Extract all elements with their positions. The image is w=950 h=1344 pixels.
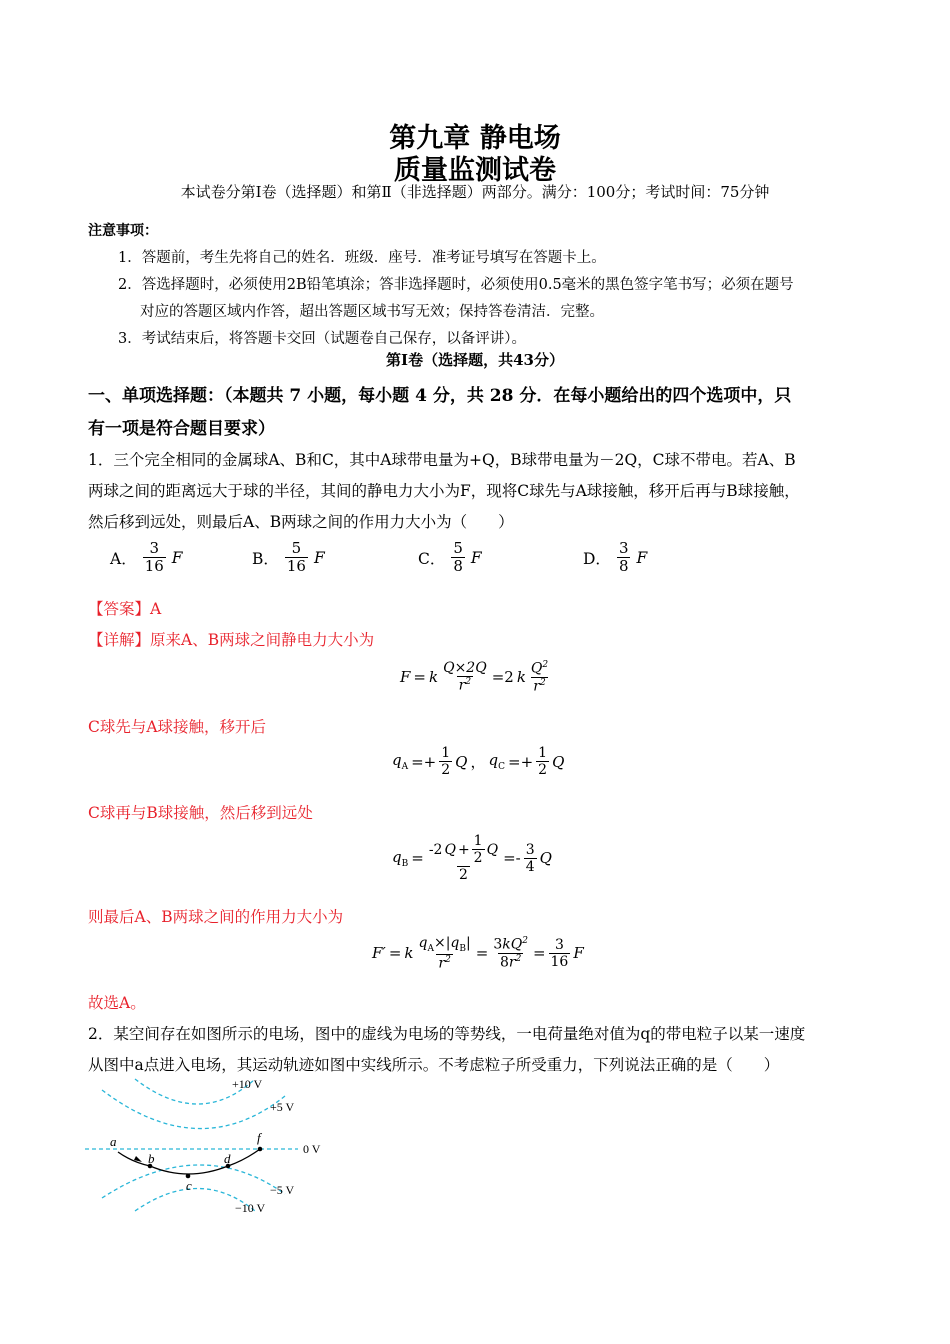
equation-coulomb: F = k $\frac{Q\times 2Q}{r^2}$ =2 k $\frac{Q^2}{r^2}$ [400,660,549,695]
option-unit: F [636,548,648,567]
point-a-label: a [110,1134,117,1149]
equation-charges-ac: $q_A$ =+ $\frac{1}{2}$ Q ， $q_C$ =+ $\frac{1}{2}$ Q [392,745,565,779]
note-item: 3．考试结束后，将答题卡交回（试题卷自己保存，以备评讲）。 [118,331,526,347]
potential-label-minus10: −10 V [235,1201,266,1215]
part1-title: 第Ⅰ卷（选择题，共43分） [386,351,564,369]
section1-heading-cont: 有一项是符合题目要求） [88,419,275,439]
note-item: 1．答题前，考生先将自己的姓名．班级．座号．准考证号填写在答题卡上。 [118,250,606,266]
notes-heading: 注意事项： [88,223,158,239]
option-d[interactable] [583,540,647,576]
option-label: D． [583,549,611,568]
option-fraction: $\frac{3}{8}$ [618,539,629,576]
potential-label-plus10: +10 V [232,1077,263,1091]
option-unit: F [171,548,183,567]
option-label: C． [418,549,446,568]
question-1-text: 两球之间的距离远大于球的半径，其间的静电力大小为F，现将C球先与A球接触，移开后再与B球接触， [88,482,800,500]
potential-label-minus5: −5 V [270,1183,295,1197]
point-c-label: c [186,1178,192,1193]
potential-label-zero: 0 V [303,1142,321,1156]
step-text: C球先与A球接触，移开后 [88,718,267,736]
question-1-text: 1．三个完全相同的金属球A、B和C，其中A球带电量为+Q，B球带电量为－2Q，C球不带电。若A、B [88,451,796,469]
section1-heading: 一、单项选择题：（本题共 7 小题，每小题 4 分，共 28 分．在每小题给出的四个选项中，只 [88,386,792,406]
option-label: B． [252,549,279,568]
equipotential-line-plus5 [102,1090,285,1129]
point-b-label: b [148,1151,155,1166]
detail-text: 原来A、B两球之间静电力大小为 [150,631,375,649]
page-title-chapter: 第九章 静电场 [389,123,561,154]
question-2-text: 从图中a点进入电场，其运动轨迹如图中实线所示。不考虑粒子所受重力，下列说法正确的是（ ） [88,1056,780,1074]
trajectory-points [148,1147,263,1179]
answer-line: 【答案】A [88,600,162,618]
detail-tag: 【详解】 [88,631,151,649]
equipotential-figure [80,1074,340,1219]
option-a[interactable] [110,540,183,576]
point-d-label: d [224,1151,231,1166]
potential-label-plus5: +5 V [270,1100,295,1114]
exam-intro: 本试卷分第Ⅰ卷（选择题）和第Ⅱ（非选择题）两部分。满分：100分；考试时间：75分钟 [180,183,770,201]
option-unit: F [313,548,325,567]
equipotential-line-minus5 [102,1165,285,1198]
step-text: C球再与B球接触，然后移到远处 [88,804,313,822]
option-b[interactable] [252,540,325,576]
step-text: 则最后A、B两球之间的作用力大小为 [88,908,344,926]
option-fraction: $\frac{3}{16}$ [144,539,164,576]
note-item: 对应的答题区域内作答，超出答题区域书写无效；保持答卷清洁．完整。 [140,304,604,320]
equation-charge-b: $q_B$ = -2 Q + $\frac{1}{2}$ Q 2 =- $\frac{3}{4}$ Q [392,833,552,884]
option-unit: F [470,548,482,567]
conclusion-text: 故选A。 [88,994,146,1012]
point-f-label: f [257,1130,261,1145]
note-item: 2．答选择题时，必须使用2B铅笔填涂；答非选择题时，必须使用0.5毫米的黑色签字笔书写；必须在题号 [118,277,794,293]
option-c[interactable] [418,540,482,576]
option-label: A． [110,549,137,568]
question-2-text: 2．某空间存在如图所示的电场，图中的虚线为电场的等势线，一电荷量绝对值为q的带电粒子以某一速度 [88,1025,806,1043]
equation-final-force: F′ = k $\frac{q_A\times|q_B|}{r^2}$ = $\frac{3kQ^2}{8r^2}$ = $\frac{3}{16}$ F [372,935,584,972]
detail-line [88,628,374,650]
question-1-text: 然后移到远处，则最后A、B两球之间的作用力大小为（ ） [88,513,514,531]
point-f-dot [258,1147,263,1152]
option-fraction: $\frac{5}{16}$ [286,539,306,576]
page-title-exam: 质量监测试卷 [394,155,556,186]
option-fraction: $\frac{5}{8}$ [453,539,463,576]
